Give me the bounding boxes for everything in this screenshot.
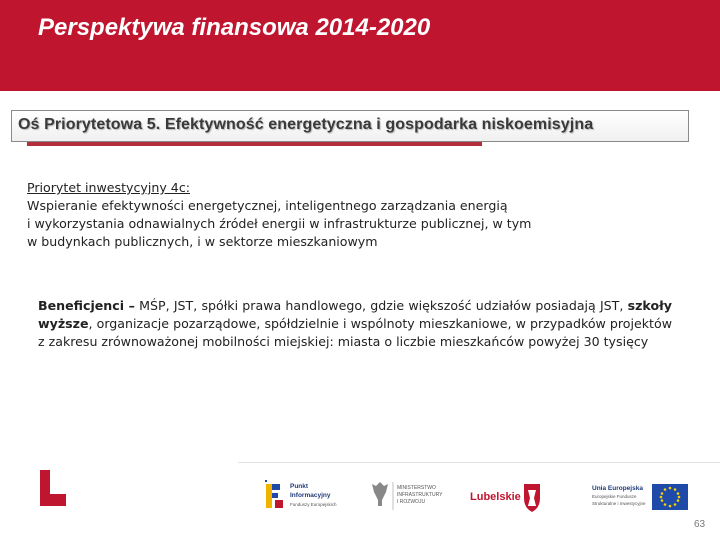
priority-axis-title: Oś Priorytetowa 5. Efektywność energetyczna i gospodarka niskoemisyjna	[18, 116, 594, 133]
ministry-line-2: INFRASTRUKTURY	[397, 492, 443, 498]
header-bar	[0, 0, 720, 91]
investment-priority-heading: Priorytet inwestycyjny 4c:	[27, 180, 190, 195]
beneficiaries-label: Beneficjenci –	[38, 298, 135, 313]
punkt-line-3: Funduszy Europejskich	[290, 502, 337, 507]
slide-title: Perspektywa finansowa 2014-2020	[38, 14, 431, 41]
axis-underline	[27, 142, 482, 146]
lubelskie-wordmark: Lubelskie	[470, 491, 521, 503]
investment-priority-line-2: i wykorzystania odnawialnych źródeł energii w infrastrukturze publicznej, w tym	[27, 216, 532, 231]
investment-priority	[27, 179, 627, 251]
punkt-line-2: Informacyjny	[290, 492, 331, 499]
punkt-line-1: Punkt	[290, 483, 309, 490]
priority-axis-box	[11, 110, 689, 142]
beneficiaries-bold-text: szkoły wyższe	[38, 298, 672, 331]
ministry-line-3: I ROZWOJU	[397, 499, 426, 505]
footer-divider	[238, 462, 720, 463]
fe-logo-icon	[265, 480, 283, 508]
beneficiaries-text-1: MŚP, JST, spółki prawa handlowego, gdzie większość udziałów posiadają JST,	[134, 298, 628, 313]
lubelskie-crest-icon	[524, 484, 540, 512]
eu-line-3: Strukturalne i Inwestycyjne	[592, 501, 646, 506]
eu-flag-icon	[652, 484, 688, 510]
ministry-eagle-icon	[372, 482, 388, 506]
page-number: 63	[694, 519, 706, 530]
beneficiaries-paragraph	[38, 297, 672, 351]
eu-line-2: Europejskie Fundusze	[592, 494, 637, 499]
footer-logo-strip	[262, 478, 698, 516]
ministry-line-1: MINISTERSTWO	[397, 485, 436, 491]
region-l-logo	[38, 470, 68, 506]
beneficiaries-text-2: , organizacje pozarządowe, spółdzielnie i wspólnoty mieszkaniowe, w przypadków projektów z zakresu zrównoważonej mobilności miejskiej: miasta o liczbie mieszkańców powyżej 30 tysięcy	[38, 316, 672, 349]
investment-priority-line-3: w budynkach publicznych, i w sektorze mieszkaniowym	[27, 234, 378, 249]
investment-priority-line-1: Wspieranie efektywności energetycznej, inteligentnego zarządzania energią	[27, 198, 508, 213]
eu-line-1: Unia Europejska	[592, 485, 643, 492]
